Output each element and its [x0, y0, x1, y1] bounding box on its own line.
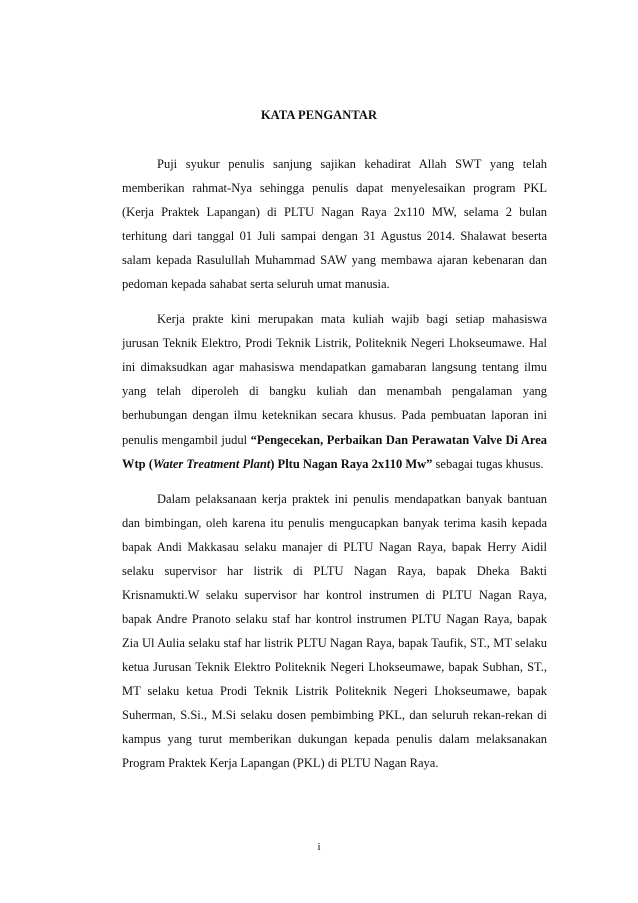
report-title-part-1: “Pengecekan, Perbaikan Dan Perawatan Valve Di Area Wtp ( [122, 432, 548, 471]
report-title-part-2: ) Pltu Nagan Raya 2x110 Mw” [270, 456, 433, 471]
paragraph-2-outro: sebagai tugas khusus. [432, 456, 544, 471]
report-title-italic: Water Treatment Plant [152, 456, 271, 471]
paragraph-1: Puji syukur penulis sanjung sajikan kehadirat Allah SWT yang telah memberikan rahmat-Nya sehingga penulis dapat menyelesaikan program PKL (Kerja Praktek Lapangan) di PLTU Nagan Raya 2x110 MW, selama 2 bulan terhitung dari tanggal 01 Juli sampai dengan 31 Agustus 2014. Shalawat beserta salam kepada Rasulullah Muhammad SAW yang membawa ajaran kebenaran dan pedoman kepada sahabat serta seluruh umat manusia. [122, 157, 547, 292]
paragraph-2 [122, 307, 547, 475]
document-body [122, 152, 547, 786]
paragraph-3: Dalam pelaksanaan kerja praktek ini penulis mendapatkan banyak bantuan dan bimbingan, oleh karena itu penulis mengucapkan banyak terima kasih kepada bapak Andi Makkasau selaku manajer di PLTU Nagan Raya, bapak Herry Aidil selaku supervisor har listrik di PLTU Nagan Raya, bapak Dheka Bakti Krisnamukti.W selaku supervisor har kontrol instrumen di PLTU Nagan Raya, bapak Andre Pranoto selaku staf har kontrol instrumen PLTU Nagan Raya, bapak Zia Ul Aulia selaku staf har listrik PLTU Nagan Raya, bapak Taufik, ST., MT selaku ketua Jurusan Teknik Elektro Politeknik Negeri Lhokseumawe, bapak Subhan, ST., MT selaku ketua Prodi Teknik Listrik Politeknik Negeri Lhokseumawe, bapak Suherman, S.Si., M.Si selaku dosen pembimbing PKL, dan seluruh rekan-rekan di kampus yang turut memberikan dukungan kepada penulis dalam melaksanakan Program Praktek Kerja Lapangan (PKL) di PLTU Nagan Raya. [122, 491, 547, 771]
page-number: i [317, 841, 321, 853]
paragraph-2-intro: Kerja prakte kini merupakan mata kuliah wajib bagi setiap mahasiswa jurusan Teknik Elektro, Prodi Teknik Listrik, Politeknik Negeri Lhokseumawe. Hal ini dimaksudkan agar mahasiswa mendapatkan gamabaran langsung tentang ilmu yang telah diperoleh di bangku kuliah dan menambah pengalaman yang berhubungan dengan ilmu keteknikan secara khusus. Pada pembuatan laporan ini penulis mengambil judul [122, 312, 547, 447]
page-title: KATA PENGANTAR [260, 108, 378, 122]
